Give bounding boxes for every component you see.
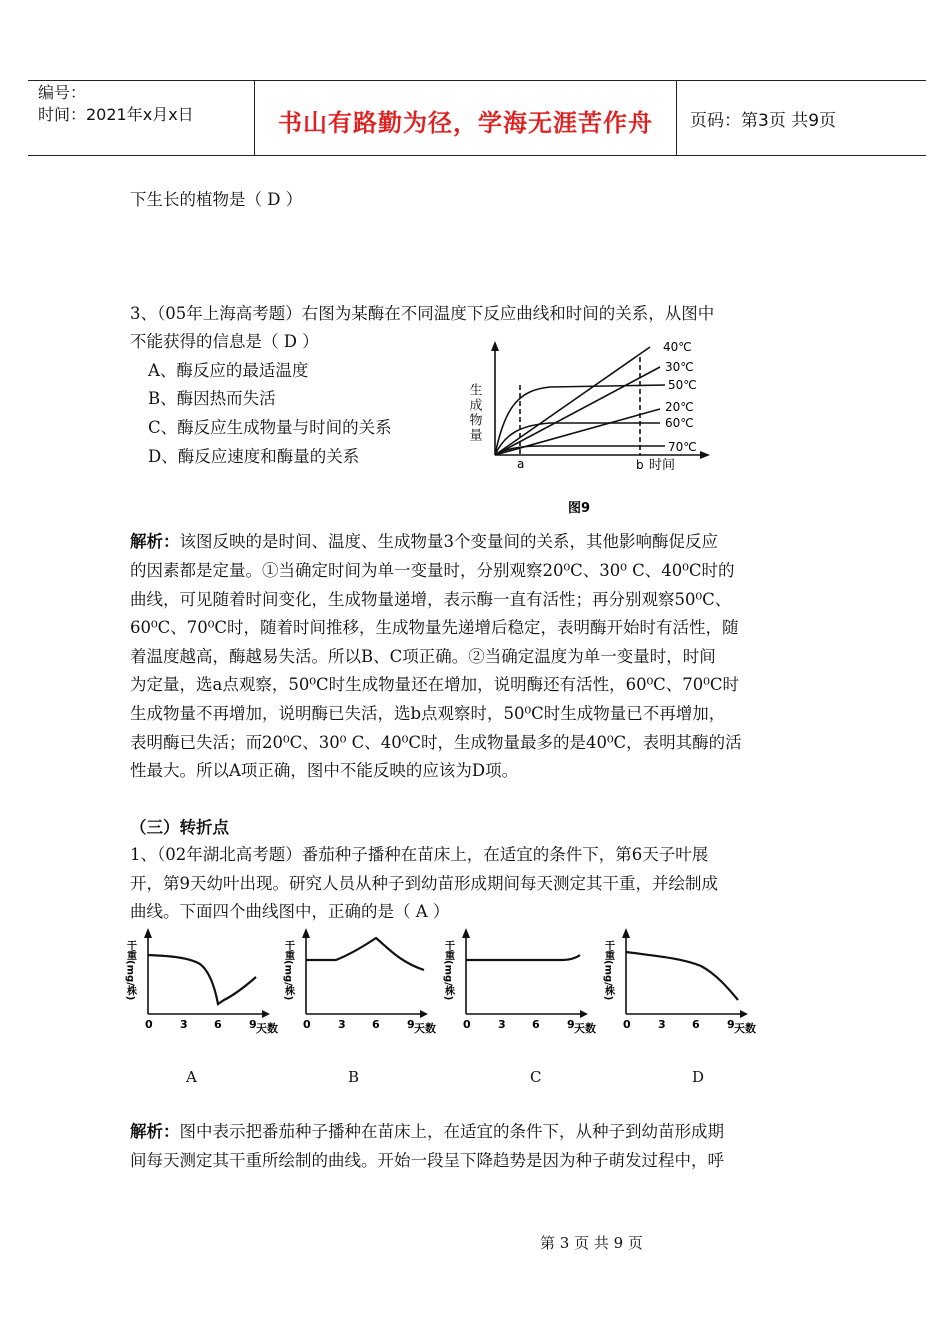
q3-option-a: A、酶反应的最适温度 (148, 361, 309, 380)
fig9-a-label: a (517, 457, 525, 471)
mini-label-b: B (348, 1068, 360, 1086)
header-page-info: 页码：第3页 共9页 (690, 111, 837, 131)
fig9-label-40: 40℃ (663, 340, 692, 354)
fig9-x-arrow (700, 451, 710, 459)
mini-a-ylabel: 干重(mg/株) (124, 940, 136, 1001)
q3-stem-line2: 不能获得的信息是（ D ） (130, 332, 319, 351)
analysis1-line6: 为定量，选a点观察，50⁰C时生成物量还在增加，说明酶还有活性，60⁰C、70⁰C时 (130, 675, 740, 694)
analysis1-line8: 表明酶已失活；而20⁰C、30⁰ C、40⁰C时，生成物量最多的是40⁰C，表明其酶的活 (130, 733, 742, 752)
analysis1-line3: 曲线，可见随着时间变化，生成物量递增，表示酶一直有活性；再分别观察50⁰C、 (130, 590, 732, 609)
mini-b-ylabel: 干重(mg/株) (282, 940, 294, 1001)
analysis1-line9: 性最大。所以A项正确，图中不能反映的应该为D项。 (130, 761, 519, 780)
mini-a-tick3: 3 (180, 1018, 188, 1031)
analysis1-text1: 该图反映的是时间、温度、生成物量3个变量间的关系，其他影响酶促反应 (179, 532, 718, 551)
figure-9 (460, 335, 720, 520)
mini-label-c: C (530, 1068, 542, 1086)
fig9-label-20: 20℃ (665, 400, 694, 414)
analysis2-line2: 间每天测定其干重所绘制的曲线。开始一段呈下降趋势是因为种子萌发过程中，呼 (130, 1151, 724, 1170)
analysis2-text1: 图中表示把番茄种子播种在苗床上，在适宜的条件下，从种子到幼苗形成期 (179, 1122, 724, 1141)
analysis1-line1 (130, 528, 718, 557)
mini-c-tick0: 0 (463, 1018, 471, 1031)
mini-label-a: A (186, 1068, 197, 1086)
mini-b-curve (306, 938, 424, 970)
continued-line: 下生长的植物是（ D ） (130, 190, 303, 209)
fig9-b-label: b (636, 458, 644, 472)
q3-option-b: B、酶因热而失活 (148, 389, 276, 408)
mini-d-tick6: 6 (692, 1018, 700, 1031)
fig9-label-70: 70℃ (668, 440, 697, 454)
mini-a-tick6: 6 (214, 1018, 222, 1031)
fig9-ylabel: 生成物量 (466, 383, 482, 443)
mini-a-curve (148, 955, 256, 1004)
mini-d-ylabel: 干重(mg/株) (602, 940, 614, 1001)
q3-option-c: C、酶反应生成物量与时间的关系 (148, 418, 392, 437)
section3-q1-line2: 开，第9天幼叶出现。研究人员从种子到幼苗形成期间每天测定其干重，并绘制成 (130, 874, 718, 893)
mini-d-tick3: 3 (658, 1018, 666, 1031)
fig9-label-50: 50℃ (668, 378, 697, 392)
mini-label-d: D (692, 1068, 705, 1086)
date-label: 时间：2021年x月x日 (38, 105, 194, 124)
fig9-label-60: 60℃ (665, 416, 694, 430)
mini-chart-a (125, 928, 279, 1035)
analysis1-line5: 着温度越高，酶越易失活。所以B、C项正确。②当确定温度为单一变量时，时间 (130, 647, 716, 666)
mini-b-tick0: 0 (303, 1018, 311, 1031)
mini-d-tick9: 9 (727, 1018, 735, 1031)
analysis1-label: 解析： (130, 532, 180, 551)
mini-d-curve (626, 952, 738, 1000)
mini-b-tick3: 3 (338, 1018, 346, 1031)
mini-b-xlabel: 天数 (414, 1022, 436, 1035)
section3-q1-line3: 曲线。下面四个曲线图中，正确的是（ A ） (130, 902, 450, 921)
section3-q1-line1: 1、（02年湖北高考题）番茄种子播种在苗床上，在适宜的条件下，第6天子叶展 (130, 845, 709, 864)
mini-a-tick9: 9 (249, 1018, 257, 1031)
analysis2-label: 解析： (130, 1122, 180, 1141)
header-motto: 书山有路勤为径，学海无涯苦作舟 (278, 109, 653, 137)
mini-c-curve (466, 955, 580, 960)
page-footer: 第 3 页 共 9 页 (540, 1234, 643, 1252)
fig9-label-30: 30℃ (665, 360, 694, 374)
analysis2-line1 (130, 1118, 724, 1147)
mini-c-ylabel: 干重(mg/株) (442, 940, 454, 1001)
mini-b-tick9: 9 (407, 1018, 415, 1031)
header-divider-right (676, 80, 677, 155)
fig9-caption: 图9 (568, 501, 591, 516)
mini-chart-c (443, 928, 597, 1035)
analysis1-line7: 生成物量不再增加，说明酶已失活，选b点观察时，50⁰C时生成物量已不再增加， (130, 704, 726, 723)
mini-b-tick6: 6 (372, 1018, 380, 1031)
fig9-curve-20 (495, 409, 660, 455)
analysis1-line4: 60⁰C、70⁰C时，随着时间推移，生成物量先递增后稳定，表明酶开始时有活性，随 (130, 618, 739, 637)
header-divider-left (254, 80, 255, 155)
mini-d-xlabel: 天数 (734, 1022, 756, 1035)
mini-c-tick9: 9 (567, 1018, 575, 1031)
header-top-rule (28, 80, 926, 81)
mini-d-tick0: 0 (623, 1018, 631, 1031)
fig9-y-arrow (491, 341, 499, 351)
fig9-xlabel: 时间 (649, 458, 676, 473)
header-bottom-rule (28, 155, 926, 156)
mini-chart-b (283, 928, 437, 1035)
mini-c-tick6: 6 (532, 1018, 540, 1031)
analysis1-line2: 的因素都是定量。①当确定时间为单一变量时，分别观察20⁰C、30⁰ C、40⁰C时的 (130, 561, 735, 580)
section3-title: （三）转折点 (130, 818, 229, 837)
q3-option-d: D、酶反应速度和酶量的关系 (148, 447, 360, 466)
mini-a-tick0: 0 (145, 1018, 153, 1031)
q3-stem-line1: 3、（05年上海高考题）右图为某酶在不同温度下反应曲线和时间的关系，从图中 (130, 304, 715, 323)
mini-charts (124, 928, 778, 1038)
mini-c-tick3: 3 (498, 1018, 506, 1031)
serial-label: 编号： (38, 83, 87, 102)
mini-chart-d (603, 928, 757, 1035)
mini-c-xlabel: 天数 (574, 1022, 596, 1035)
mini-a-xlabel: 天数 (256, 1022, 278, 1035)
